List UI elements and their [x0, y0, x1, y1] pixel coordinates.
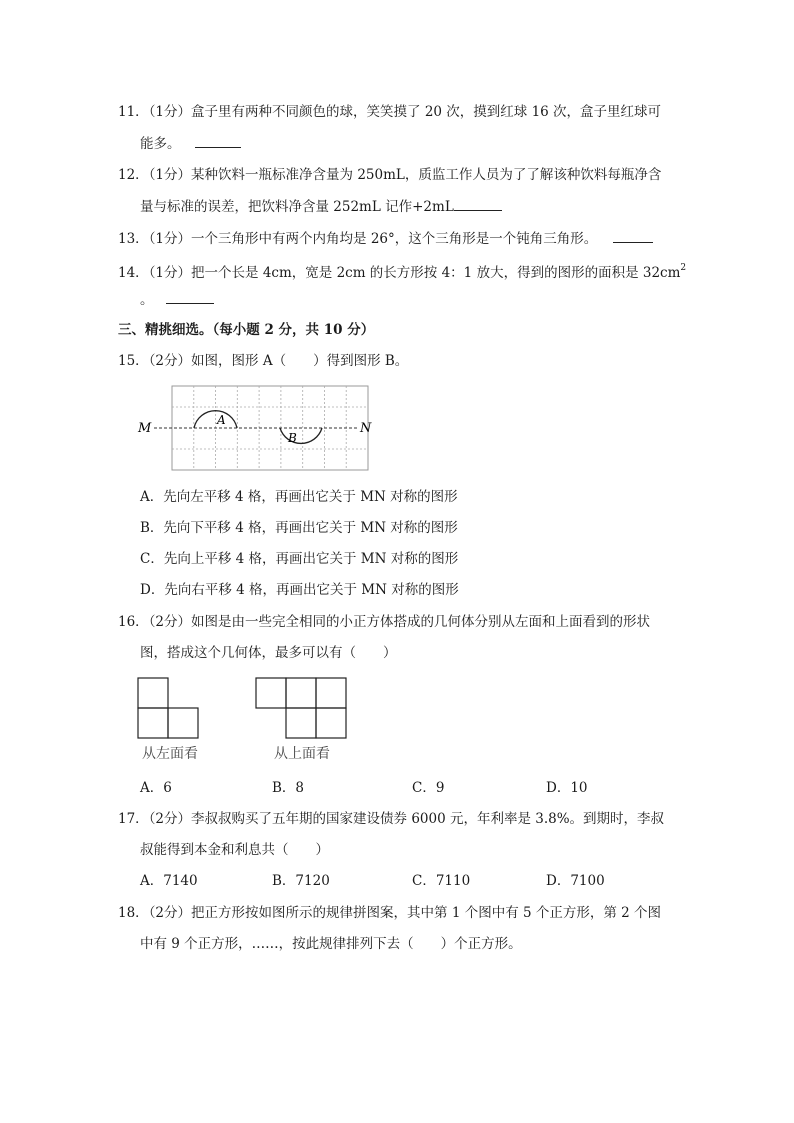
q15-line1	[118, 351, 408, 371]
q16-text: 如图是由一些完全相同的小正方体搭成的几何体分别从左面和上面看到的形状	[191, 614, 651, 630]
q16-option-a[interactable]: A．6	[140, 780, 172, 796]
q14-text2: 。	[140, 292, 154, 308]
q12-line2	[140, 196, 502, 217]
section3-heading: 三、精挑细选。（每小题 2 分，共 10 分）	[118, 322, 375, 338]
q15-label-b: B	[288, 431, 297, 445]
q15-score: （2分）	[148, 353, 192, 369]
q14-score: （1分）	[148, 265, 192, 281]
q13-line1	[118, 228, 653, 249]
q16-caption-left: 从左面看	[142, 746, 198, 762]
q18-line2	[140, 934, 522, 954]
q17-score: （2分）	[148, 811, 192, 827]
q12-line1	[118, 165, 661, 185]
q18-number: 18．	[118, 905, 149, 921]
q16-number: 16．	[118, 614, 149, 630]
q18-text2: 中有 9 个正方形，……，按此规律排列下去（ ）个正方形。	[140, 936, 522, 952]
q11-text: 盒子里有两种不同颜色的球，笑笑摸了 20 次，摸到红球 16 次，盒子里红球可	[191, 104, 662, 120]
q14-number: 14．	[118, 265, 149, 281]
q17-option-d[interactable]: D．7100	[546, 873, 605, 889]
q12-number: 12．	[118, 167, 149, 183]
q15-label-m: M	[138, 421, 152, 436]
q12-text2: 量与标准的误差，把饮料净含量 252mL 记作+2mL	[140, 199, 454, 215]
q14-line1	[118, 258, 686, 283]
q15-option-b[interactable]: B．先向下平移 4 格，再画出它关于 MN 对称的图形	[140, 520, 458, 536]
q15-option-c[interactable]: C．先向上平移 4 格，再画出它关于 MN 对称的图形	[140, 551, 459, 567]
q11-number: 11．	[118, 104, 149, 120]
q13-number: 13．	[118, 231, 149, 247]
q13-answer-blank[interactable]	[613, 228, 653, 243]
q11-text2: 能多。	[140, 136, 181, 152]
q15-number: 15．	[118, 353, 149, 369]
q15-text: 如图，图形 A（ ）得到图形 B。	[191, 353, 409, 369]
q18-line1	[118, 903, 661, 923]
q14-superscript: 2	[680, 263, 687, 273]
q16-caption-top: 从上面看	[274, 746, 330, 762]
q13-text: 一个三角形中有两个内角均是 26°，这个三角形是一个钝角三角形。	[191, 231, 598, 247]
q17-option-a[interactable]: A．7140	[140, 873, 198, 889]
q16-line1	[118, 612, 650, 632]
q17-line1	[118, 809, 664, 829]
q17-text2: 叔能得到本金和利息共（ ）	[140, 842, 329, 858]
q14-answer-blank[interactable]	[166, 289, 214, 304]
q12-answer-blank[interactable]	[454, 196, 502, 211]
q13-score: （1分）	[148, 231, 192, 247]
q12-score: （1分）	[148, 167, 192, 183]
q15-option-a[interactable]: A．先向左平移 4 格，再画出它关于 MN 对称的图形	[140, 489, 458, 505]
q16-top-view	[254, 676, 348, 742]
q16-option-d[interactable]: D．10	[546, 780, 588, 796]
q16-text2: 图，搭成这个几何体，最多可以有（ ）	[140, 645, 397, 661]
q17-option-c[interactable]: C．7110	[412, 873, 471, 889]
q11-line2	[140, 133, 241, 154]
q17-number: 17．	[118, 811, 149, 827]
q18-text: 把正方形按如图所示的规律拼图案，其中第 1 个图中有 5 个正方形，第 2 个图	[191, 905, 662, 921]
q17-option-b[interactable]: B．7120	[272, 873, 330, 889]
q16-score: （2分）	[148, 614, 192, 630]
q16-option-b[interactable]: B．8	[272, 780, 305, 796]
q17-line2	[140, 840, 329, 860]
q17-text: 李叔叔购买了五年期的国家建设债券 6000 元，年利率是 3.8%。到期时，李叔	[191, 811, 665, 827]
q16-line2	[140, 643, 397, 663]
q11-answer-blank[interactable]	[195, 133, 241, 148]
q11-score: （1分）	[148, 104, 192, 120]
q14-line2	[140, 289, 214, 310]
q16-left-view	[136, 676, 202, 742]
q11-line1	[118, 102, 661, 122]
q18-score: （2分）	[148, 905, 192, 921]
q15-label-a: A	[217, 413, 226, 427]
q15-label-n: N	[360, 421, 372, 436]
q16-option-c[interactable]: C．9	[412, 780, 445, 796]
q14-text: 把一个长是 4cm，宽是 2cm 的长方形按 4：1 放大，得到的图形的面积是 32cm	[191, 265, 681, 281]
q12-text: 某种饮料一瓶标准净含量为 250mL，质监工作人员为了了解该种饮料每瓶净含	[191, 167, 662, 183]
q15-option-d[interactable]: D．先向右平移 4 格，再画出它关于 MN 对称的图形	[140, 582, 459, 598]
q15-shape-b	[280, 428, 322, 443]
q15-grid-figure	[136, 384, 372, 476]
